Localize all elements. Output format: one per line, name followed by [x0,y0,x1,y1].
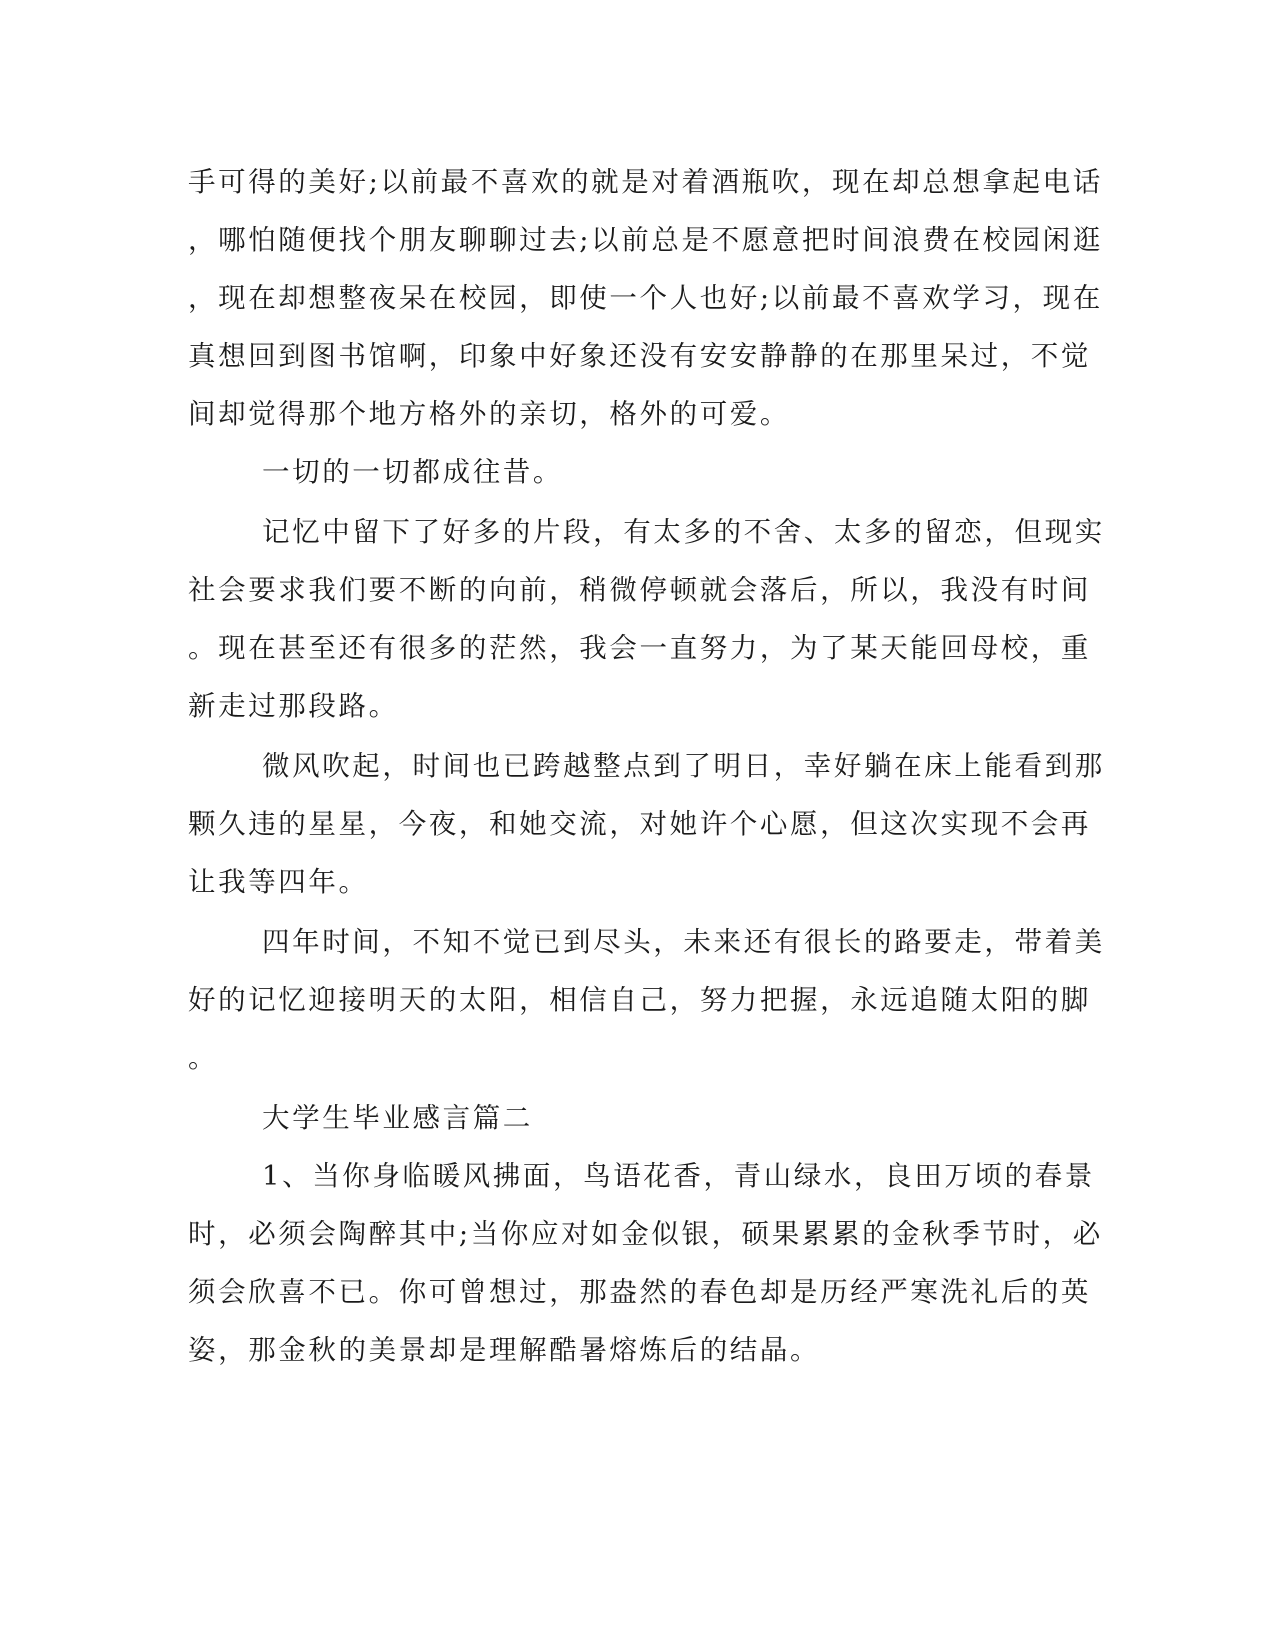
text-line: 。现在甚至还有很多的茫然，我会一直努力，为了某天能回母校，重 [188,632,1091,664]
paragraph-start: 记忆中留下了好多的片段，有太多的不舍、太多的留恋，但现实 [262,516,1105,548]
text-line: 须会欣喜不已。你可曾想过，那盎然的春色却是历经严寒洗礼后的英 [188,1276,1091,1308]
text-line: 。 [188,1042,219,1074]
text-line: ，哪怕随便找个朋友聊聊过去;以前总是不愿意把时间浪费在校园闲逛 [188,224,1103,256]
text-line: 好的记忆迎接明天的太阳，相信自己，努力把握，永远追随太阳的脚 [188,984,1091,1016]
text-line: 时，必须会陶醉其中;当你应对如金似银，硕果累累的金秋季节时，必 [188,1218,1103,1250]
text-line: 社会要求我们要不断的向前，稍微停顿就会落后，所以，我没有时间 [188,574,1091,606]
paragraph-start: 微风吹起，时间也已跨越整点到了明日，幸好躺在床上能看到那 [262,750,1105,782]
paragraph-start: 四年时间，不知不觉已到尽头，未来还有很长的路要走，带着美 [262,926,1105,958]
section-heading: 大学生毕业感言篇二 [262,1102,533,1134]
paragraph-start: 一切的一切都成往昔。 [262,456,563,488]
text-line: 让我等四年。 [188,866,369,898]
text-line: 姿，那金秋的美景却是理解酷暑熔炼后的结晶。 [188,1334,821,1366]
text-line: 间却觉得那个地方格外的亲切，格外的可爱。 [188,398,790,430]
paragraph-start: 1、当你身临暖风拂面，鸟语花香，青山绿水，良田万顷的春景 [262,1160,1095,1192]
text-line: 颗久违的星星，今夜，和她交流，对她许个心愿，但这次实现不会再 [188,808,1091,840]
text-line: 新走过那段路。 [188,690,399,722]
text-line: 真想回到图书馆啊，印象中好象还没有安安静静的在那里呆过，不觉 [188,340,1091,372]
text-line: ，现在却想整夜呆在校园，即使一个人也好;以前最不喜欢学习，现在 [188,282,1103,314]
text-line: 手可得的美好;以前最不喜欢的就是对着酒瓶吹，现在却总想拿起电话 [188,166,1103,198]
